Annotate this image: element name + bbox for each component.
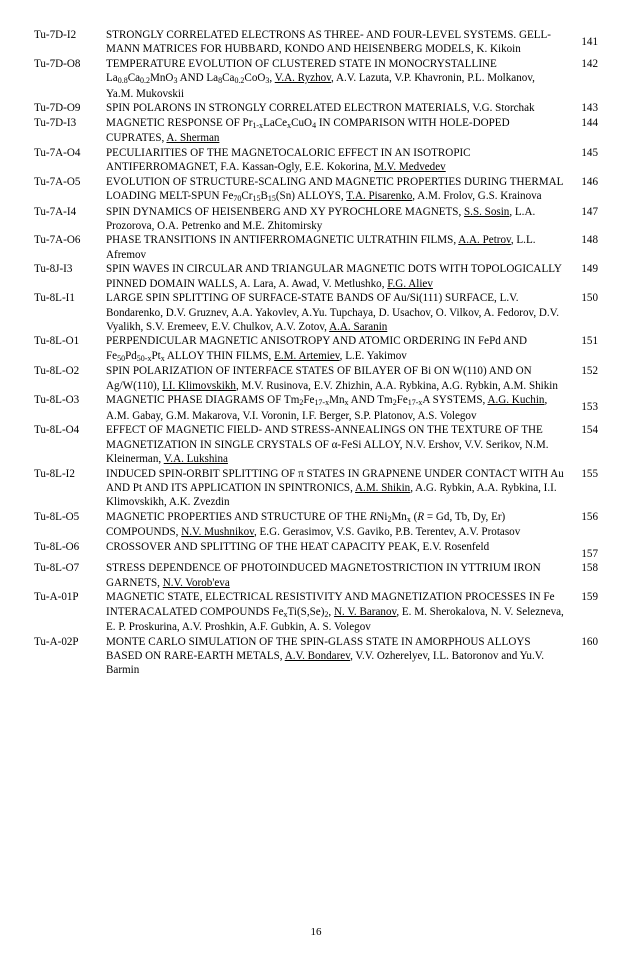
entry-page-number: 143 xyxy=(581,102,598,115)
entry-title: STRONGLY CORRELATED ELECTRONS AS THREE- AND FOUR-LEVEL SYSTEMS. GELL-MANN MATRICES FOR HUBBARD, KONDO AND HEISENBERG MODELS, K. Kikoin xyxy=(106,29,552,56)
entry-title: EFFECT OF MAGNETIC FIELD- AND STRESS-ANNEALINGS ON THE TEXTURE OF THE MAGNETIZATION IN SINGLE CRYSTALS OF α-FeSi ALLOY, N.V. Ershov, V.V. Serikov, N.M. Kleinerman, V.A. Lukshina xyxy=(106,424,549,466)
entry-title: SPIN POLARONS IN STRONGLY CORRELATED ELECTRON MATERIALS, V.G. Storchak xyxy=(106,102,535,115)
entry-page-number: 154 xyxy=(581,424,598,437)
table-row xyxy=(34,28,598,57)
table-row xyxy=(34,540,598,561)
entry-page-number: 153 xyxy=(581,401,598,414)
entry-title: SPIN DYNAMICS OF HEISENBERG AND XY PYROCHLORE MAGNETS, S.S. Sosin, L.A. Prozorova, O.A. Petrenko and M.E. Zhitomirsky xyxy=(106,205,536,233)
table-row xyxy=(34,116,598,146)
entry-page-number: 156 xyxy=(581,510,598,523)
entry-title: MONTE CARLO SIMULATION OF THE SPIN-GLASS STATE IN AMORPHOUS ALLOYS BASED ON RARE-EARTH METALS, A.V. Bondarev, V.V. Ozherelyev, I.L. Batoronov and Yu.V. Barmin xyxy=(106,635,545,677)
page-footer: 16 xyxy=(310,926,322,938)
table-row xyxy=(34,393,598,423)
table-row xyxy=(34,205,598,234)
table-row xyxy=(34,101,598,115)
entry-code: Tu-8L-I1 xyxy=(34,292,75,305)
table-row xyxy=(34,510,598,540)
entry-code: Tu-8J-I3 xyxy=(34,263,73,276)
entry-title: TEMPERATURE EVOLUTION OF CLUSTERED STATE IN MONOCRYSTALLINE $La_{0.8}Ca_{0.2}MnO_3$ AND $La_8Ca_{0.2}CoO_3$, V.A. Ryzhov, A.V. Lazuta, V.P. Khavronin, P.L. Molkanov, Ya.M. Mukovskii xyxy=(106,57,535,100)
entry-title: MAGNETIC STATE, ELECTRICAL RESISTIVITY AND MAGNETIZATION PROCESSES IN Fe INTERACALATED COMPOUNDS $Fe_xTi(S,Se)_2$, N. V. Baranov, E. M. Sherokalova, N. V. Selezneva, E. P. Proskurina, A.V. Proshkin, A.F. Gubkin, A. S. Volegov xyxy=(106,591,564,634)
table-row xyxy=(34,175,598,205)
entry-page-number: 146 xyxy=(581,175,598,188)
entry-title: PECULIARITIES OF THE MAGNETOCALORIC EFFECT IN AN ISOTROPIC ANTIFERROMAGNET, F.A. Kassan-Ogly, E.E. Kokorina, M.V. Medvedev xyxy=(106,146,471,174)
table-row xyxy=(34,262,598,291)
entry-code: Tu-8L-O2 xyxy=(34,365,80,378)
table-row xyxy=(34,635,598,678)
entry-title: STRESS DEPENDENCE OF PHOTOINDUCED MAGNETOSTRICTION IN YTTRIUM IRON GARNETS, N.V. Vorob'eva xyxy=(106,562,541,589)
table-row xyxy=(34,291,598,334)
entry-title: MAGNETIC PROPERTIES AND STRUCTURE OF THE $RNi_2Mn_x$ (R = Gd, Tb, Dy, Er) COMPOUNDS, N.V. Mushnikov, E.G. Gerasimov, V.S. Gaviko, P.B. Terentev, A.V. Protasov xyxy=(106,510,521,539)
entry-code: Tu-8L-O7 xyxy=(34,562,80,575)
entry-code: Tu-8L-O3 xyxy=(34,394,80,407)
entry-page-number: 145 xyxy=(581,146,598,159)
entry-title: LARGE SPIN SPLITTING OF SURFACE-STATE BANDS OF Au/Si(111) SURFACE, L.V. Bondarenko, D.V. Gruznev, A.A. Yakovlev, A.Yu. Tupchaya, D. Usachov, O. Vilkov, A. Fedorov, D.V. Vyalikh, S.V. Eremeev, E.V. Chulkov, A.V. Zotov, A.A. Saranin xyxy=(106,292,560,333)
entry-code: Tu-8L-O6 xyxy=(34,540,80,553)
entry-page-number: 151 xyxy=(581,335,598,348)
entry-title: INDUCED SPIN-ORBIT SPLITTING OF π STATES IN GRAPNENE UNDER CONTACT WITH Au AND Pt AND ITS APPLICATION IN SPINTRONICS, A.M. Shikin, A.G. Rybkin, A.A. Rybkina, I.I. Klimovskikh, A.K. Zvezdin xyxy=(106,467,564,509)
table-row xyxy=(34,57,598,101)
entry-code: Tu-A-01P xyxy=(34,591,79,604)
entry-page-number: 157 xyxy=(581,547,598,560)
entry-page-number: 142 xyxy=(581,57,598,70)
table-row xyxy=(34,334,598,364)
entry-code: Tu-7D-O9 xyxy=(34,102,81,115)
entry-code: Tu-8L-O5 xyxy=(34,510,80,523)
table-row xyxy=(34,146,598,175)
entry-code: Tu-7D-O8 xyxy=(34,57,81,70)
entry-code: Tu-7D-I2 xyxy=(34,29,77,41)
table-row xyxy=(34,233,598,262)
entry-page-number: 141 xyxy=(581,36,598,48)
entry-page-number: 148 xyxy=(581,234,598,247)
entry-title: EVOLUTION OF STRUCTURE-SCALING AND MAGNETIC PROPERTIES DURING THERMAL LOADING MELT-SPUN $Fe_{70}Cr_{15}B_{15}(Sn)$ ALLOYS, T.A. Pisarenko, A.M. Frolov, G.S. Krainova xyxy=(106,175,563,204)
entry-code: Tu-7A-O4 xyxy=(34,146,81,159)
entry-code: Tu-7A-O6 xyxy=(34,234,81,247)
entry-page-number: 147 xyxy=(581,205,598,218)
toc-body xyxy=(34,28,598,678)
entry-title: CROSSOVER AND SPLITTING OF THE HEAT CAPACITY PEAK, E.V. Rosenfeld xyxy=(106,540,490,553)
entry-title: SPIN POLARIZATION OF INTERFACE STATES OF BILAYER OF Bi ON W(110) AND ON Ag/W(110), I.I. Klimovskikh, M.V. Rusinova, E.V. Zhizhin, A.A. Rybkina, A.G. Rybkin, A.M. Shikin xyxy=(106,365,558,392)
entry-page-number: 158 xyxy=(581,562,598,575)
entry-page-number: 149 xyxy=(581,263,598,276)
table-row xyxy=(34,561,598,590)
entry-code: Tu-7D-I3 xyxy=(34,116,77,129)
entry-page-number: 160 xyxy=(581,635,598,648)
entry-code: Tu-8L-O1 xyxy=(34,335,80,348)
entry-code: Tu-8L-I2 xyxy=(34,467,75,480)
entry-page-number: 152 xyxy=(581,365,598,378)
entry-title: PHASE TRANSITIONS IN ANTIFERROMAGNETIC ULTRATHIN FILMS, A.A. Petrov, L.L. Afremov xyxy=(106,234,536,261)
entry-code: Tu-A-02P xyxy=(34,635,79,648)
entry-title: PERPENDICULAR MAGNETIC ANISOTROPY AND ATOMIC ORDERING IN FePd AND $Fe_{50}Pd_{50-x}Pt_x$ ALLOY THIN FILMS, E.M. Artemiev, L.E. Yakimov xyxy=(106,335,527,364)
entry-page-number: 155 xyxy=(581,467,598,480)
table-row xyxy=(34,590,598,634)
entry-code: Tu-7A-I4 xyxy=(34,205,77,218)
entry-title: MAGNETIC RESPONSE OF $Pr_{1-x}LaCe_xCuO_4$ IN COMPARISON WITH HOLE-DOPED CUPRATES, A. Sherman xyxy=(106,116,510,145)
entry-page-number: 159 xyxy=(581,591,598,604)
table-row xyxy=(34,423,598,466)
entry-title: MAGNETIC PHASE DIAGRAMS OF $Tm_2Fe_{17-x}Mn_x$ AND $Tm_2Fe_{17-x}A$ SYSTEMS, A.G. Kuchin, A.M. Gabay, G.M. Makarova, V.I. Voronin, I.F. Berger, S.P. Platonov, A.S. Volegov xyxy=(106,394,548,422)
table-row xyxy=(34,364,598,393)
entry-page-number: 144 xyxy=(581,116,598,129)
entry-title: SPIN WAVES IN CIRCULAR AND TRIANGULAR MAGNETIC DOTS WITH TOPOLOGICALLY PINNED DOMAIN WALLS, A. Lara, A. Awad, V. Metlushko, F.G. Aliev xyxy=(106,263,562,290)
entry-page-number: 150 xyxy=(581,292,598,305)
entry-code: Tu-7A-O5 xyxy=(34,175,81,188)
table-of-contents xyxy=(34,28,598,678)
table-row xyxy=(34,467,598,510)
entry-code: Tu-8L-O4 xyxy=(34,424,80,437)
